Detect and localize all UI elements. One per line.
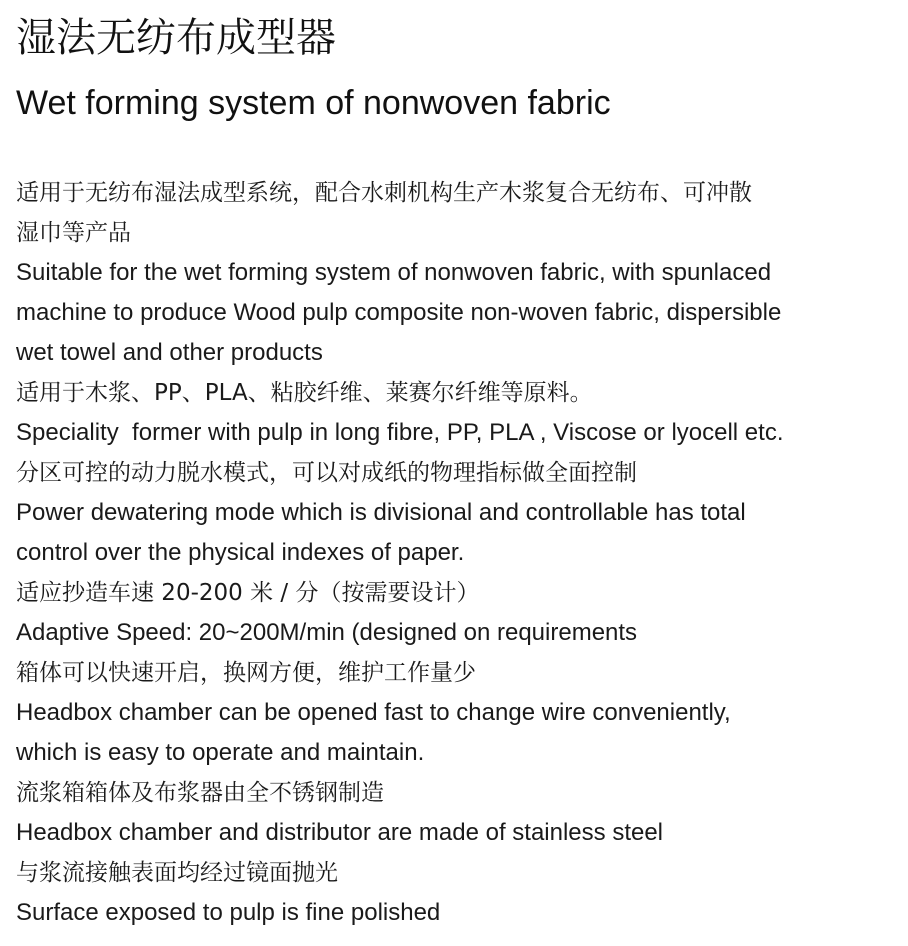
text-line: 分区可控的动力脱水模式，可以对成纸的物理指标做全面控制 bbox=[16, 460, 637, 486]
page-title-english: Wet forming system of nonwoven fabric bbox=[16, 84, 611, 122]
text-line: which is easy to operate and maintain. bbox=[16, 739, 425, 766]
text-line: 适用于无纺布湿法成型系统，配合水刺机构生产木浆复合无纺布、可冲散 bbox=[16, 180, 752, 206]
text-line: 湿巾等产品 bbox=[16, 220, 131, 246]
description-body bbox=[16, 173, 896, 933]
text-line: Speciality former with pulp in long fibre, PP, PLA , Viscose or lyocell etc. bbox=[16, 419, 784, 446]
text-line: Headbox chamber and distributor are made of stainless steel bbox=[16, 819, 664, 846]
text-line: 流浆箱箱体及布浆器由全不锈钢制造 bbox=[16, 780, 384, 806]
text-line: control over the physical indexes of paper. bbox=[16, 539, 465, 566]
text-line: wet towel and other products bbox=[16, 339, 323, 366]
text-line: Adaptive Speed: 20~200M/min (designed on requirements bbox=[16, 619, 638, 646]
page-title-chinese: 湿法无纺布成型器 bbox=[16, 15, 336, 61]
text-line: Surface exposed to pulp is fine polished bbox=[16, 899, 441, 926]
text-line: machine to produce Wood pulp composite non-woven fabric, dispersible bbox=[16, 299, 782, 326]
text-line: 适用于木浆、PP、PLA、粘胶纤维、莱赛尔纤维等原料。 bbox=[16, 380, 593, 406]
text-line: 箱体可以快速开启，换网方便，维护工作量少 bbox=[16, 660, 476, 686]
text-line: Headbox chamber can be opened fast to change wire conveniently, bbox=[16, 699, 731, 726]
text-line: 适应抄造车速 20-200 米 / 分（按需要设计） bbox=[16, 580, 480, 606]
text-line: Power dewatering mode which is divisional and controllable has total bbox=[16, 499, 746, 526]
text-line: Suitable for the wet forming system of nonwoven fabric, with spunlaced bbox=[16, 259, 772, 286]
text-line: 与浆流接触表面均经过镜面抛光 bbox=[16, 860, 338, 886]
